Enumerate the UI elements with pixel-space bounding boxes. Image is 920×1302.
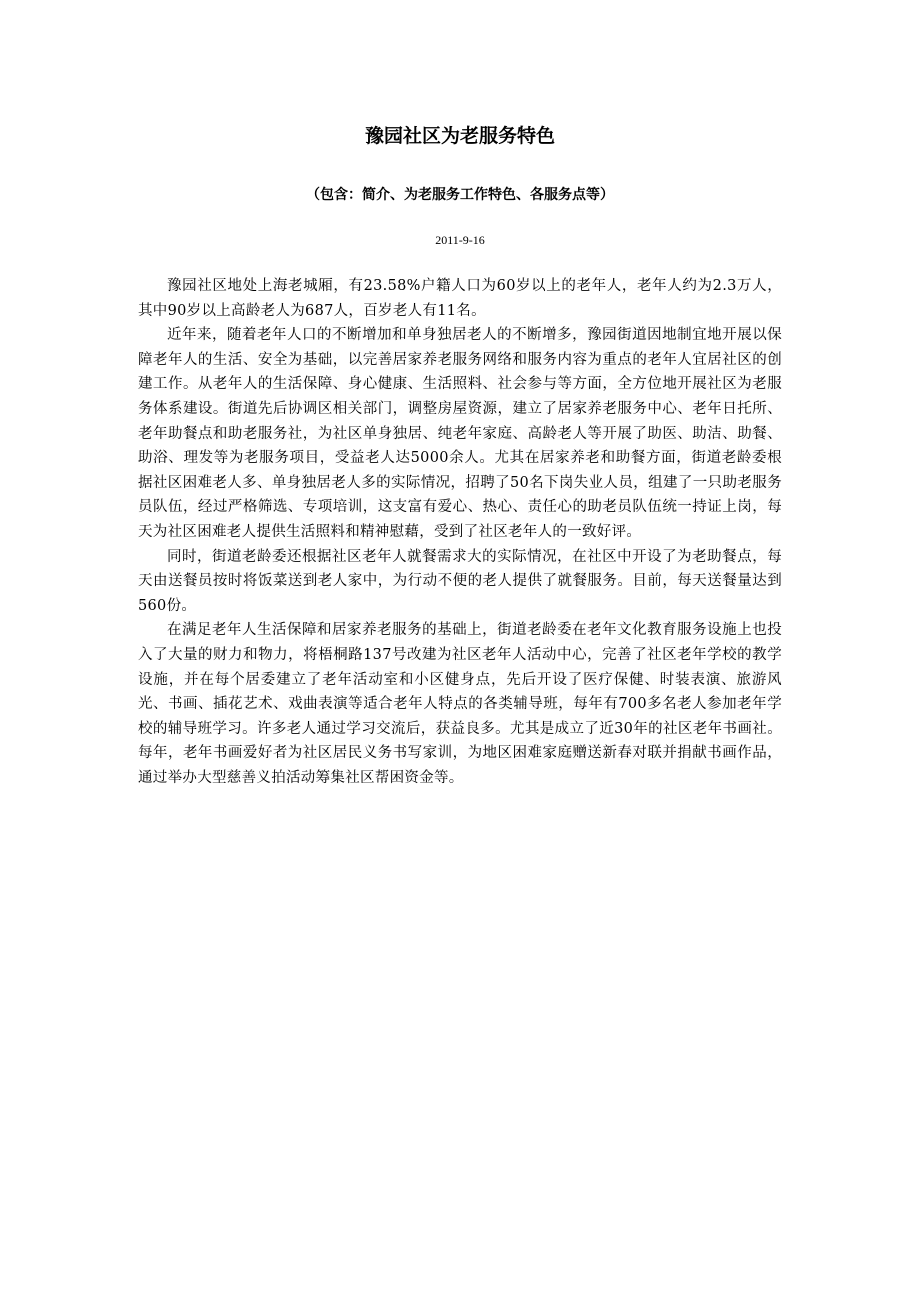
document-subtitle: （包含：简介、为老服务工作特色、各服务点等） bbox=[306, 187, 614, 203]
document-date: 2011-9-16 bbox=[435, 233, 485, 247]
paragraph-intro: 豫园社区地处上海老城厢，有23.58%户籍人口为60岁以上的老年人，老年人约为2.3万人，其中90岁以上高龄老人为687人，百岁老人有11名。 bbox=[138, 278, 782, 319]
paragraph-culture-education: 在满足老年人生活保障和居家养老服务的基础上，街道老龄委在老年文化教育服务设施上也投入了大量的财力和物力，将梧桐路137号改建为社区老年人活动中心，完善了社区老年学校的教学设施，并在每个居委建立了老年活动室和小区健身点，先后开设了医疗保健、时装表演、旅游风光、书画、插花艺术、戏曲表演等适合老年人特点的各类辅导班，每年有700多名老人参加老年学校的辅导班学习。许多老人通过学习交流后，获益良多。尤其是成立了近30年的社区老年书画社。每年，老年书画爱好者为社区居民义务书写家训，为地区困难家庭赠送新春对联并捐献书画作品，通过举办大型慈善义拍活动筹集社区帮困资金等。 bbox=[138, 622, 782, 786]
paragraph-services: 近年来，随着老年人口的不断增加和单身独居老人的不断增多，豫园街道因地制宜地开展以保障老年人的生活、安全为基础，以完善居家养老服务网络和服务内容为重点的老年人宜居社区的创建工作。从老年人的生活保障、身心健康、生活照料、社会参与等方面，全方位地开展社区为老服务体系建设。街道先后协调区相关部门，调整房屋资源，建立了居家养老服务中心、老年日托所、老年助餐点和助老服务社，为社区单身独居、纯老年家庭、高龄老人等开展了助医、助洁、助餐、助浴、理发等为老服务项目，受益老人达5000余人。尤其在居家养老和助餐方面，街道老龄委根据社区困难老人多、单身独居老人多的实际情况，招聘了50名下岗失业人员，组建了一只助老服务员队伍，经过严格筛选、专项培训，这支富有爱心、热心、责任心的助老员队伍统一持证上岗，每天为社区困难老人提供生活照料和精神慰藉，受到了社区老年人的一致好评。 bbox=[138, 327, 782, 540]
document-body bbox=[138, 274, 782, 790]
paragraph-meal-service: 同时，街道老龄委还根据社区老年人就餐需求大的实际情况，在社区中开设了为老助餐点，每天由送餐员按时将饭菜送到老人家中，为行动不便的老人提供了就餐服务。目前，每天送餐量达到560份。 bbox=[138, 548, 782, 614]
document-title: 豫园社区为老服务特色 bbox=[364, 125, 555, 147]
